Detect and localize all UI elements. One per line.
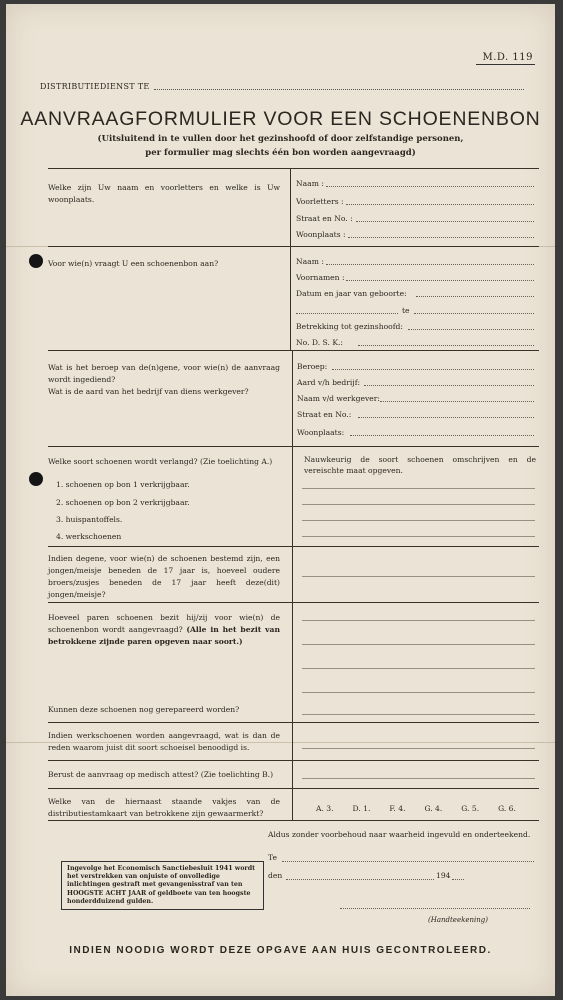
field-label-voornamen: Voornamen : xyxy=(296,273,345,282)
question-employer: Wat is de aard van het bedrijf van diens werkgever? xyxy=(48,387,249,396)
shoe-type-hint: Nauwkeurig de soort schoenen omschrijven en de vereischte maat opgeven. xyxy=(304,455,536,475)
input-straat-2[interactable] xyxy=(358,417,534,418)
input-geboorteplaats[interactable] xyxy=(414,313,534,314)
question-work-shoes: Indien werkschoenen worden aangevraagd, wat is dan de reden waarom juist dit soort schoeisel benoodigd is. xyxy=(48,731,280,752)
signature-label: (Handteekening) xyxy=(428,916,488,924)
answer-line[interactable] xyxy=(302,520,535,521)
rule xyxy=(48,350,539,351)
answer-line[interactable] xyxy=(302,748,535,749)
box-a3[interactable]: A. 3. xyxy=(316,804,334,813)
input-voornamen[interactable] xyxy=(346,280,534,281)
date-label: den xyxy=(268,871,283,880)
punch-hole xyxy=(29,254,43,268)
column-divider xyxy=(290,168,291,350)
question-pairs-text: Hoeveel paren schoenen bezit hij/zij voor wie(n) de schoenenbon wordt aangevraagd? xyxy=(48,613,280,634)
field-label-betrekking: Betrekking tot gezinshoofd: xyxy=(296,322,403,331)
field-label-naam: Naam : xyxy=(296,179,324,188)
rule xyxy=(48,788,539,789)
rule xyxy=(48,546,539,547)
field-label-naam-2: Naam : xyxy=(296,257,324,266)
input-naam[interactable] xyxy=(326,186,534,187)
footer-notice: INDIEN NOODIG WORDT DEZE OPGAVE AAN HUIS GECONTROLEERD. xyxy=(69,945,492,956)
question-stamps: Welke van de hiernaast staande vakjes van de distributiestamkaart van betrokkene zijn gewaarmerkt? xyxy=(48,797,280,818)
input-beroep[interactable] xyxy=(332,369,534,370)
subtitle-line-1: (Uitsluitend in te vullen door het gezinshoofd of door zelfstandige personen, xyxy=(97,134,464,144)
column-divider xyxy=(292,350,293,820)
question-applicant: Voor wie(n) vraagt U een schoenenbon aan? xyxy=(48,259,219,268)
stamp-boxes xyxy=(316,804,516,813)
input-werkgever[interactable] xyxy=(380,401,534,402)
form-code: M.D. 119 xyxy=(476,52,535,65)
input-aard[interactable] xyxy=(364,385,534,386)
rule xyxy=(48,168,539,169)
input-dsk[interactable] xyxy=(358,345,534,346)
option-1[interactable]: 1. schoenen op bon 1 verkrijgbaar. xyxy=(56,480,190,489)
box-g4[interactable]: G. 4. xyxy=(424,804,443,813)
option-3[interactable]: 3. huispantoffels. xyxy=(56,515,123,524)
rule xyxy=(48,246,539,247)
answer-line[interactable] xyxy=(302,576,535,577)
rule xyxy=(48,446,539,447)
question-repair: Kunnen deze schoenen nog gerepareerd worden? xyxy=(48,705,240,714)
field-label-dsk: No. D. S. K.: xyxy=(296,338,343,347)
place-label: Te xyxy=(268,853,277,862)
answer-line[interactable] xyxy=(302,488,535,489)
answer-line[interactable] xyxy=(302,620,535,621)
box-g5[interactable]: G. 5. xyxy=(461,804,480,813)
field-label-woonplaats: Woonplaats : xyxy=(296,230,346,239)
field-label-straat: Straat en No. : xyxy=(296,214,353,223)
field-label-beroep: Beroep: xyxy=(297,362,328,371)
question-pairs-owned xyxy=(48,612,280,648)
answer-line[interactable] xyxy=(302,504,535,505)
question-name: Welke zijn Uw naam en voorletters en welke is Uw woonplaats. xyxy=(48,183,280,204)
input-geboortedatum-2[interactable] xyxy=(296,313,398,314)
rule xyxy=(48,820,539,821)
answer-line[interactable] xyxy=(302,644,535,645)
field-label-te: te xyxy=(402,306,410,315)
input-geboortedatum[interactable] xyxy=(416,296,534,297)
option-4[interactable]: 4. werkschoenen xyxy=(56,532,122,541)
input-woonplaats-2[interactable] xyxy=(350,435,534,436)
service-location-field[interactable] xyxy=(154,89,524,90)
field-label-werkgever: Naam v/d werkgever: xyxy=(297,394,380,403)
answer-line[interactable] xyxy=(302,778,535,779)
option-2[interactable]: 2. schoenen op bon 2 verkrijgbaar. xyxy=(56,498,190,507)
question-siblings: Indien degene, voor wie(n) de schoenen bestemd zijn, een jongen/meisje beneden de 17 jaar is, hoeveel oudere broers/zusjes beneden de 17 jaar heeft deze(dit) jongen/meisje? xyxy=(48,554,280,599)
field-label-aard: Aard v/h bedrijf: xyxy=(297,378,361,387)
input-year[interactable] xyxy=(452,879,464,880)
page-title: AANVRAAGFORMULIER VOOR EEN SCHOENENBON xyxy=(20,108,541,130)
input-place[interactable] xyxy=(282,861,534,862)
rule xyxy=(48,722,539,723)
input-voorletters[interactable] xyxy=(346,204,534,205)
answer-line[interactable] xyxy=(302,536,535,537)
subtitle-line-2: per formulier mag slechts één bon worden aangevraagd) xyxy=(145,148,416,158)
rule xyxy=(48,760,539,761)
punch-hole xyxy=(29,472,43,486)
question-occupation: Wat is het beroep van de(n)gene, voor wie(n) de aanvraag wordt ingediend? xyxy=(48,363,280,384)
field-label-woonplaats-2: Woonplaats: xyxy=(297,428,345,437)
signature-line[interactable] xyxy=(340,908,530,909)
answer-line[interactable] xyxy=(302,668,535,669)
input-betrekking[interactable] xyxy=(408,329,534,330)
question-medical: Berust de aanvraag op medisch attest? (Zie toelichting B.) xyxy=(48,770,274,779)
question-pairs-bold: (Alle in het bezit van betrokkene zijnde paren opgeven naar soort.) xyxy=(48,625,280,646)
input-naam-2[interactable] xyxy=(326,264,534,265)
service-label: DISTRIBUTIEDIENST TE xyxy=(40,82,150,91)
field-label-geboorte: Datum en jaar van geboorte: xyxy=(296,289,407,298)
input-date[interactable] xyxy=(286,879,434,880)
answer-line[interactable] xyxy=(302,714,535,715)
box-g6[interactable]: G. 6. xyxy=(498,804,516,813)
legal-notice: Ingevolge het Economisch Sanctiebesluit 1941 wordt het verstrekken van onjuiste of onvolledige inlichtingen gestraft met gevangenisstraf van ten HOOGSTE ACHT JAAR of geldboete van ten hoogste honderdduizend gulden. xyxy=(61,861,264,910)
year-label: 194 xyxy=(436,871,451,880)
field-label-straat-2: Straat en No.: xyxy=(297,410,352,419)
answer-line[interactable] xyxy=(302,692,535,693)
field-label-voorletters: Voorletters : xyxy=(296,197,344,206)
declaration: Aldus zonder voorbehoud naar waarheid ingevuld en onderteekend. xyxy=(268,830,531,839)
box-d1[interactable]: D. 1. xyxy=(352,804,371,813)
question-shoe-type: Welke soort schoenen wordt verlangd? (Zie toelichting A.) xyxy=(48,457,273,466)
rule xyxy=(48,602,539,603)
box-f4[interactable]: F. 4. xyxy=(389,804,406,813)
input-straat[interactable] xyxy=(356,221,534,222)
input-woonplaats[interactable] xyxy=(348,237,534,238)
form-paper xyxy=(6,4,555,996)
